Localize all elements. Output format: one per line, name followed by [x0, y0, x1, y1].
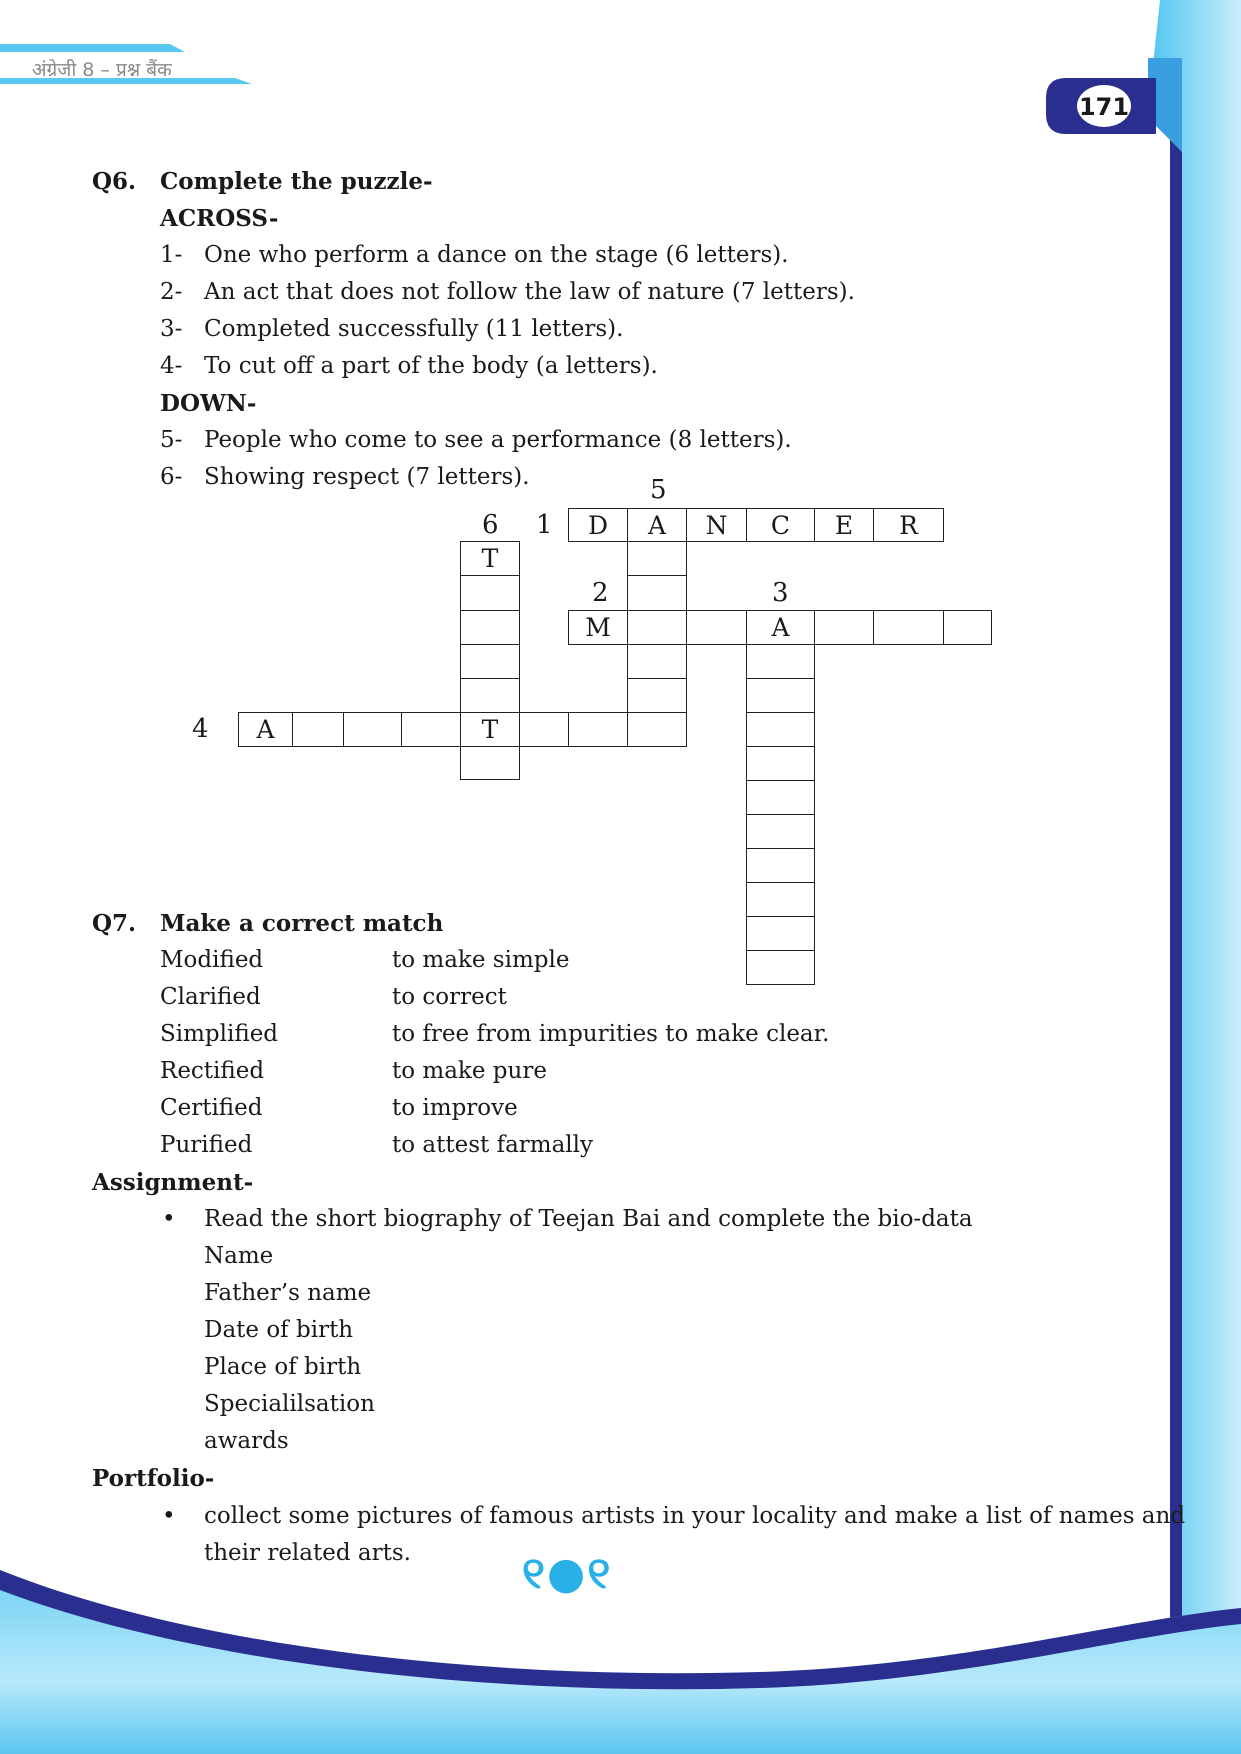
grid-cell[interactable]: M: [568, 610, 628, 645]
grid-cell[interactable]: [746, 848, 815, 883]
grid-number-1: 1: [536, 510, 553, 540]
across-heading: ACROSS-: [160, 205, 279, 232]
q6-number: Q6.: [92, 168, 137, 195]
across-clue-num: 4-: [160, 353, 183, 379]
match-word: Clarified: [160, 984, 261, 1010]
grid-cell[interactable]: [627, 541, 687, 576]
grid-cell[interactable]: [746, 916, 815, 951]
down-clue-num: 6-: [160, 464, 183, 490]
grid-cell[interactable]: N: [686, 508, 747, 542]
grid-cell[interactable]: T: [460, 541, 520, 576]
grid-cell[interactable]: D: [568, 508, 628, 542]
grid-cell[interactable]: [343, 712, 402, 747]
biodata-field: Name: [204, 1243, 274, 1269]
down-clue-num: 5-: [160, 427, 183, 453]
grid-cell[interactable]: [460, 746, 520, 780]
q6-title: Complete the puzzle-: [160, 168, 433, 195]
book-title: अंग्रेजी 8 – प्रश्न बैंक: [32, 59, 172, 81]
grid-cell[interactable]: [746, 780, 815, 815]
biodata-field: Father’s name: [204, 1280, 372, 1306]
match-word: Rectified: [160, 1058, 265, 1084]
grid-cell[interactable]: [873, 610, 944, 645]
grid-cell[interactable]: [627, 575, 687, 611]
assignment-bullet: •: [162, 1206, 176, 1232]
down-clue-text: Showing respect (7 letters).: [204, 464, 530, 490]
biodata-field: Place of birth: [204, 1354, 362, 1380]
across-clue-text: To cut off a part of the body (a letters).: [204, 353, 658, 379]
match-meaning: to make simple: [392, 947, 570, 973]
grid-cell[interactable]: [746, 678, 815, 713]
portfolio-text-line2: their related arts.: [204, 1540, 411, 1566]
right-side-band: [1040, 0, 1241, 1754]
match-word: Certified: [160, 1095, 263, 1121]
grid-cell[interactable]: [746, 950, 815, 985]
grid-number-5: 5: [650, 475, 667, 505]
match-meaning: to correct: [392, 984, 507, 1010]
biodata-field: Date of birth: [204, 1317, 354, 1343]
match-word: Modified: [160, 947, 264, 973]
grid-cell[interactable]: A: [746, 610, 815, 645]
grid-cell[interactable]: [627, 610, 687, 645]
portfolio-heading: Portfolio-: [92, 1465, 215, 1492]
grid-cell[interactable]: [292, 712, 344, 747]
across-clue-num: 1-: [160, 242, 183, 268]
grid-cell[interactable]: [401, 712, 461, 747]
grid-cell[interactable]: A: [238, 712, 293, 747]
grid-cell[interactable]: [460, 678, 520, 713]
grid-cell[interactable]: [746, 644, 815, 679]
match-word: Purified: [160, 1132, 253, 1158]
match-meaning: to make pure: [392, 1058, 547, 1084]
biodata-field: Specialilsation: [204, 1391, 375, 1417]
across-clue-text: Completed successfully (11 letters).: [204, 316, 624, 342]
grid-cell[interactable]: [627, 644, 687, 679]
match-word: Simplified: [160, 1021, 279, 1047]
grid-cell[interactable]: A: [627, 508, 687, 542]
assignment-heading: Assignment-: [92, 1169, 254, 1196]
q7-title: Make a correct match: [160, 910, 444, 937]
grid-cell[interactable]: [627, 712, 687, 747]
grid-cell[interactable]: [746, 882, 815, 917]
grid-number-4: 4: [192, 714, 209, 744]
across-clue-text: An act that does not follow the law of nature (7 letters).: [204, 279, 855, 305]
grid-cell[interactable]: [686, 610, 747, 645]
match-meaning: to attest farmally: [392, 1132, 594, 1158]
grid-cell[interactable]: T: [460, 712, 520, 747]
assignment-text: Read the short biography of Teejan Bai and complete the bio-data: [204, 1206, 973, 1232]
grid-number-3: 3: [772, 578, 789, 608]
across-clue-num: 3-: [160, 316, 183, 342]
grid-cell[interactable]: [568, 712, 628, 747]
down-heading: DOWN-: [160, 390, 257, 417]
q7-number: Q7.: [92, 910, 137, 937]
grid-cell[interactable]: [943, 610, 992, 645]
bottom-wave: [0, 1560, 1241, 1754]
biodata-field: awards: [204, 1428, 289, 1454]
grid-cell[interactable]: R: [873, 508, 944, 542]
grid-cell[interactable]: [627, 678, 687, 713]
grid-cell[interactable]: E: [814, 508, 874, 542]
grid-number-2: 2: [592, 578, 609, 608]
match-meaning: to free from impurities to make clear.: [392, 1021, 830, 1047]
grid-cell[interactable]: [460, 575, 520, 611]
grid-cell[interactable]: [460, 610, 520, 645]
grid-number-6: 6: [482, 510, 499, 540]
grid-cell[interactable]: [746, 746, 815, 781]
across-clue-num: 2-: [160, 279, 183, 305]
grid-cell[interactable]: [519, 712, 569, 747]
ornament-icon: ୧●୧: [522, 1548, 613, 1599]
portfolio-bullet: •: [162, 1503, 176, 1529]
grid-cell[interactable]: [814, 610, 874, 645]
match-meaning: to improve: [392, 1095, 518, 1121]
page-number: 171: [1078, 93, 1130, 121]
down-clue-text: People who come to see a performance (8 letters).: [204, 427, 792, 453]
portfolio-text-line1: collect some pictures of famous artists in your locality and make a list of names and: [204, 1503, 1186, 1529]
grid-cell[interactable]: [746, 814, 815, 849]
across-clue-text: One who perform a dance on the stage (6 letters).: [204, 242, 789, 268]
grid-cell[interactable]: [746, 712, 815, 747]
grid-cell[interactable]: [460, 644, 520, 679]
grid-cell[interactable]: C: [746, 508, 815, 542]
